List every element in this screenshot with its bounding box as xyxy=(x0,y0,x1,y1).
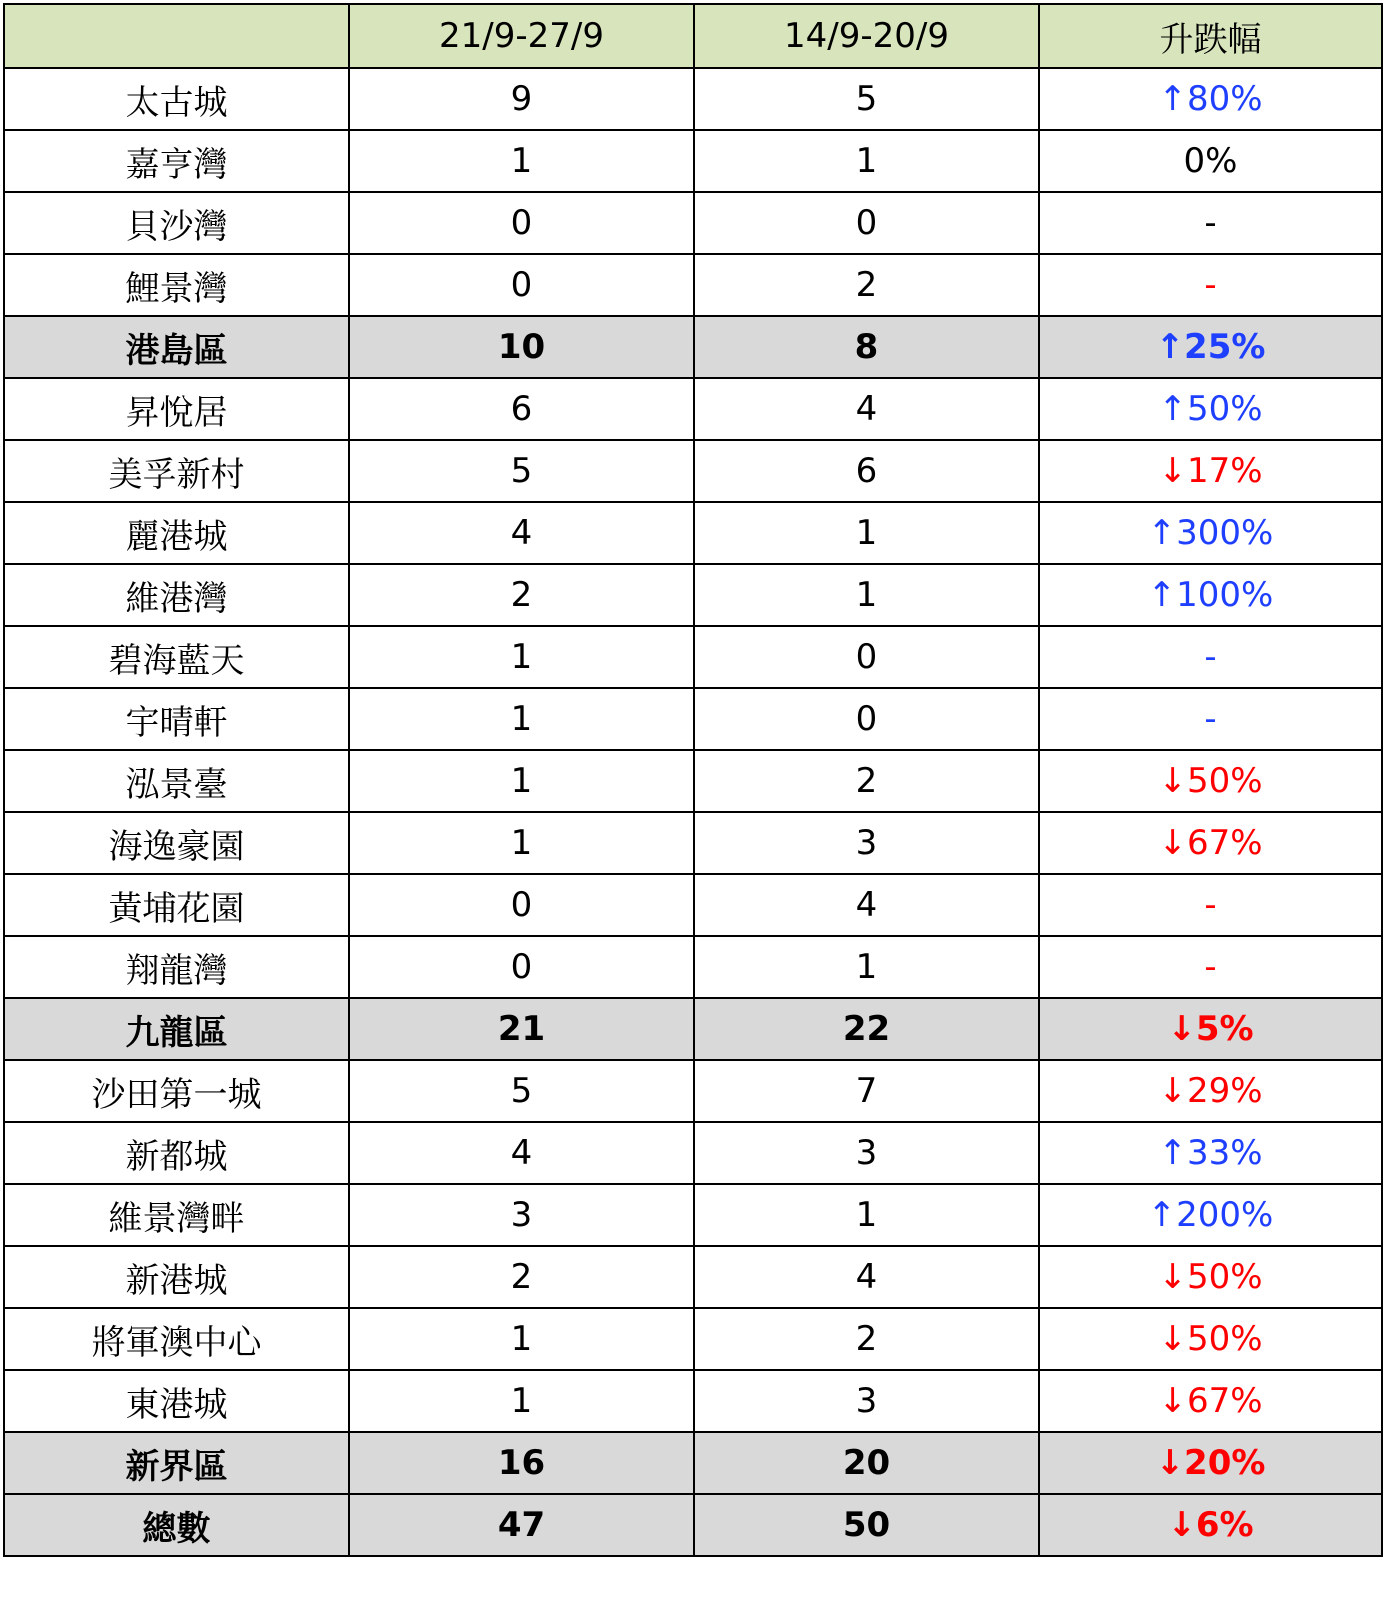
previous-week-cell: 1 xyxy=(694,130,1039,192)
current-week-cell: 1 xyxy=(349,688,694,750)
change-cell: ↓17% xyxy=(1039,440,1382,502)
change-cell: ↓5% xyxy=(1039,998,1382,1060)
table-row xyxy=(4,1122,1382,1184)
previous-week-cell: 4 xyxy=(694,1246,1039,1308)
change-cell: - xyxy=(1039,936,1382,998)
change-cell: ↓67% xyxy=(1039,812,1382,874)
current-week-cell: 0 xyxy=(349,254,694,316)
current-week-cell: 6 xyxy=(349,378,694,440)
table-row xyxy=(4,254,1382,316)
table-row xyxy=(4,68,1382,130)
change-cell: ↑80% xyxy=(1039,68,1382,130)
change-cell: 0% xyxy=(1039,130,1382,192)
estate-name-cell: 維港灣 xyxy=(4,564,349,626)
estate-name-cell: 美孚新村 xyxy=(4,440,349,502)
previous-week-cell: 2 xyxy=(694,1308,1039,1370)
change-cell: ↓20% xyxy=(1039,1432,1382,1494)
previous-week-cell: 3 xyxy=(694,1370,1039,1432)
table-row xyxy=(4,1308,1382,1370)
current-week-cell: 47 xyxy=(349,1494,694,1556)
previous-week-cell: 20 xyxy=(694,1432,1039,1494)
estate-name-cell: 宇晴軒 xyxy=(4,688,349,750)
previous-week-cell: 1 xyxy=(694,936,1039,998)
change-cell: ↓50% xyxy=(1039,1246,1382,1308)
current-week-cell: 1 xyxy=(349,1370,694,1432)
table-row xyxy=(4,130,1382,192)
current-week-cell: 0 xyxy=(349,936,694,998)
change-cell: ↑300% xyxy=(1039,502,1382,564)
current-week-cell: 1 xyxy=(349,130,694,192)
estate-name-cell: 昇悅居 xyxy=(4,378,349,440)
current-week-cell: 16 xyxy=(349,1432,694,1494)
change-cell: - xyxy=(1039,626,1382,688)
table-row xyxy=(4,1370,1382,1432)
change-cell: ↑200% xyxy=(1039,1184,1382,1246)
change-cell: ↓50% xyxy=(1039,750,1382,812)
previous-week-cell: 0 xyxy=(694,192,1039,254)
header-previous-week: 14/9-20/9 xyxy=(694,4,1039,68)
estate-name-cell: 泓景臺 xyxy=(4,750,349,812)
table-row xyxy=(4,192,1382,254)
current-week-cell: 5 xyxy=(349,1060,694,1122)
table-row xyxy=(4,378,1382,440)
table-row xyxy=(4,626,1382,688)
estate-name-cell: 總數 xyxy=(4,1494,349,1556)
table-row xyxy=(4,1060,1382,1122)
current-week-cell: 1 xyxy=(349,626,694,688)
estate-name-cell: 維景灣畔 xyxy=(4,1184,349,1246)
current-week-cell: 4 xyxy=(349,502,694,564)
previous-week-cell: 0 xyxy=(694,688,1039,750)
table-row xyxy=(4,1184,1382,1246)
table-row xyxy=(4,874,1382,936)
previous-week-cell: 1 xyxy=(694,502,1039,564)
change-cell: ↓50% xyxy=(1039,1308,1382,1370)
table-row xyxy=(4,936,1382,998)
current-week-cell: 1 xyxy=(349,812,694,874)
previous-week-cell: 3 xyxy=(694,812,1039,874)
header-current-week: 21/9-27/9 xyxy=(349,4,694,68)
previous-week-cell: 1 xyxy=(694,1184,1039,1246)
table-row xyxy=(4,688,1382,750)
estate-name-cell: 貝沙灣 xyxy=(4,192,349,254)
current-week-cell: 3 xyxy=(349,1184,694,1246)
change-cell: - xyxy=(1039,874,1382,936)
previous-week-cell: 0 xyxy=(694,626,1039,688)
previous-week-cell: 8 xyxy=(694,316,1039,378)
previous-week-cell: 3 xyxy=(694,1122,1039,1184)
current-week-cell: 0 xyxy=(349,874,694,936)
transaction-table xyxy=(3,3,1383,1557)
change-cell: ↓6% xyxy=(1039,1494,1382,1556)
previous-week-cell: 2 xyxy=(694,254,1039,316)
change-cell: ↓29% xyxy=(1039,1060,1382,1122)
estate-name-cell: 新界區 xyxy=(4,1432,349,1494)
previous-week-cell: 22 xyxy=(694,998,1039,1060)
table-row xyxy=(4,502,1382,564)
previous-week-cell: 2 xyxy=(694,750,1039,812)
subtotal-row xyxy=(4,316,1382,378)
subtotal-row xyxy=(4,998,1382,1060)
previous-week-cell: 50 xyxy=(694,1494,1039,1556)
previous-week-cell: 7 xyxy=(694,1060,1039,1122)
change-cell: ↑50% xyxy=(1039,378,1382,440)
change-cell: ↑25% xyxy=(1039,316,1382,378)
table-row xyxy=(4,1246,1382,1308)
table-row xyxy=(4,564,1382,626)
estate-name-cell: 鯉景灣 xyxy=(4,254,349,316)
estate-name-cell: 黃埔花園 xyxy=(4,874,349,936)
estate-name-cell: 新都城 xyxy=(4,1122,349,1184)
header-name xyxy=(4,4,349,68)
current-week-cell: 4 xyxy=(349,1122,694,1184)
estate-name-cell: 九龍區 xyxy=(4,998,349,1060)
subtotal-row xyxy=(4,1494,1382,1556)
estate-name-cell: 麗港城 xyxy=(4,502,349,564)
current-week-cell: 10 xyxy=(349,316,694,378)
estate-name-cell: 嘉亨灣 xyxy=(4,130,349,192)
current-week-cell: 9 xyxy=(349,68,694,130)
current-week-cell: 0 xyxy=(349,192,694,254)
table-row xyxy=(4,440,1382,502)
previous-week-cell: 1 xyxy=(694,564,1039,626)
estate-name-cell: 東港城 xyxy=(4,1370,349,1432)
header-change: 升跌幅 xyxy=(1039,4,1382,68)
previous-week-cell: 6 xyxy=(694,440,1039,502)
estate-name-cell: 新港城 xyxy=(4,1246,349,1308)
change-cell: - xyxy=(1039,192,1382,254)
estate-name-cell: 翔龍灣 xyxy=(4,936,349,998)
previous-week-cell: 4 xyxy=(694,378,1039,440)
current-week-cell: 5 xyxy=(349,440,694,502)
change-cell: - xyxy=(1039,254,1382,316)
table-row xyxy=(4,750,1382,812)
change-cell: ↑33% xyxy=(1039,1122,1382,1184)
change-cell: - xyxy=(1039,688,1382,750)
estate-name-cell: 碧海藍天 xyxy=(4,626,349,688)
current-week-cell: 1 xyxy=(349,750,694,812)
current-week-cell: 2 xyxy=(349,564,694,626)
current-week-cell: 2 xyxy=(349,1246,694,1308)
estate-name-cell: 港島區 xyxy=(4,316,349,378)
estate-name-cell: 太古城 xyxy=(4,68,349,130)
estate-name-cell: 將軍澳中心 xyxy=(4,1308,349,1370)
table-body xyxy=(4,68,1382,1556)
subtotal-row xyxy=(4,1432,1382,1494)
previous-week-cell: 4 xyxy=(694,874,1039,936)
estate-name-cell: 海逸豪園 xyxy=(4,812,349,874)
table-row xyxy=(4,812,1382,874)
current-week-cell: 21 xyxy=(349,998,694,1060)
change-cell: ↓67% xyxy=(1039,1370,1382,1432)
previous-week-cell: 5 xyxy=(694,68,1039,130)
current-week-cell: 1 xyxy=(349,1308,694,1370)
change-cell: ↑100% xyxy=(1039,564,1382,626)
estate-name-cell: 沙田第一城 xyxy=(4,1060,349,1122)
header-row xyxy=(4,4,1382,68)
